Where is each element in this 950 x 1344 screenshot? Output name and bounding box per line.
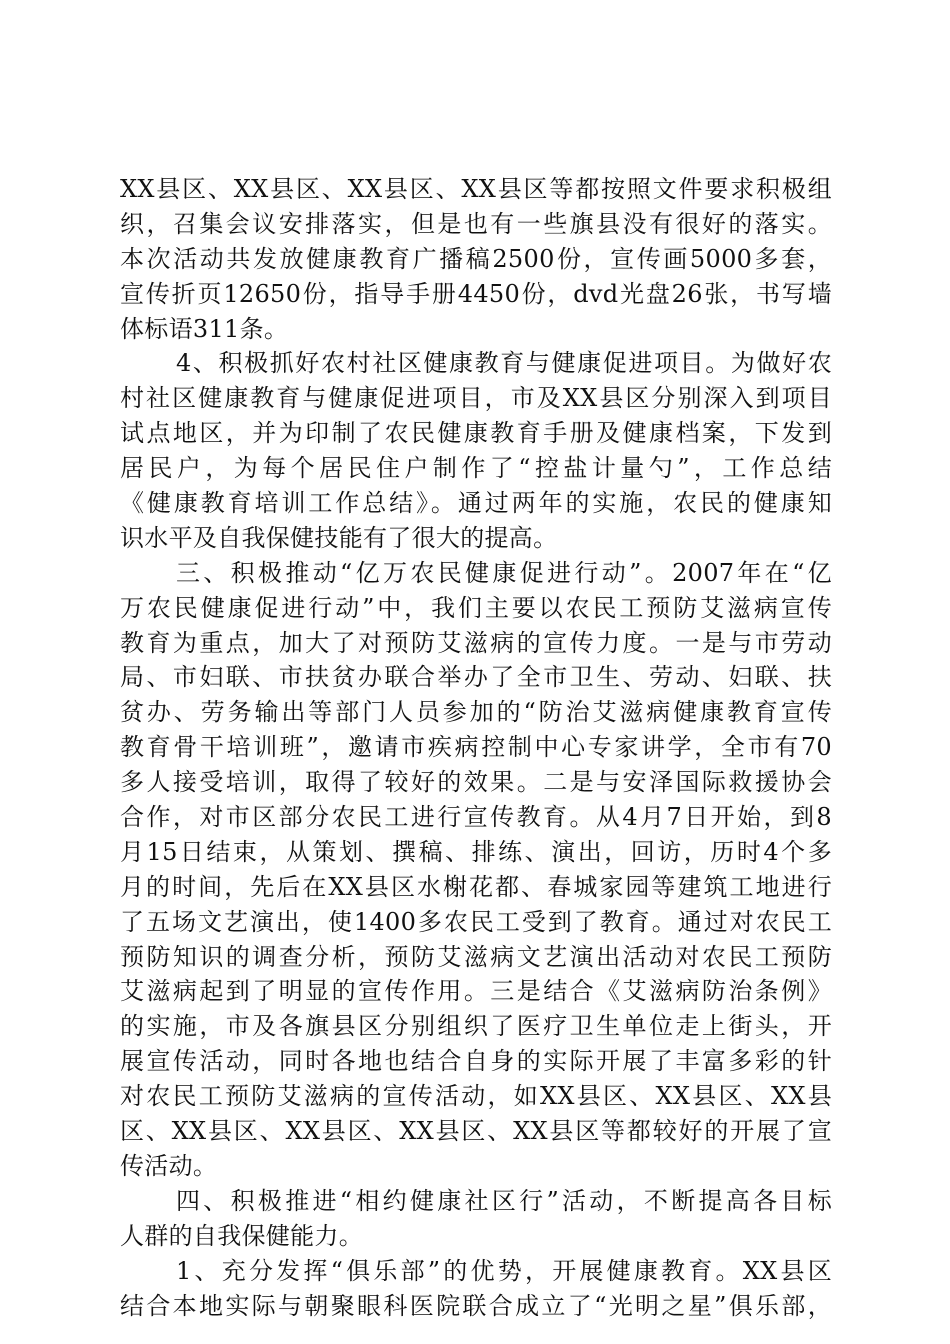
text-line: 月的时间，先后在XX县区水榭花都、春城家园等建筑工地进行 bbox=[120, 872, 832, 901]
text-line: 局、市妇联、市扶贫办联合举办了全市卫生、劳动、妇联、扶 bbox=[120, 663, 832, 692]
text-line: 结合本地实际与朝聚眼科医院联合成立了“光明之星”俱乐部， bbox=[120, 1291, 832, 1320]
text-line: 4、积极抓好农村社区健康教育与健康促进项目。为做好农 bbox=[176, 349, 832, 378]
text-line: 区、XX县区、XX县区、XX县区、XX县区等都较好的开展了宣 bbox=[120, 1117, 832, 1146]
text-line: 预防知识的调查分析，预防艾滋病文艺演出活动对农民工预防 bbox=[120, 942, 832, 971]
text-line: 村社区健康教育与健康促进项目，市及XX县区分别深入到项目 bbox=[120, 384, 832, 413]
text-line: XX县区、XX县区、XX县区、XX县区等都按照文件要求积极组 bbox=[120, 175, 832, 203]
text-line: 宣传折页12650份，指导手册4450份，dvd光盘26张，书写墙 bbox=[120, 279, 832, 308]
text-line: 多人接受培训，取得了较好的效果。二是与安泽国际救援协会 bbox=[120, 768, 832, 797]
text-line: 万农民健康促进行动”中，我们主要以农民工预防艾滋病宣传 bbox=[120, 593, 832, 622]
text-line: 传活动。 bbox=[120, 1151, 218, 1180]
text-line: 展宣传活动，同时各地也结合自身的实际开展了丰富多彩的针 bbox=[120, 1047, 832, 1076]
text-line: 艾滋病起到了明显的宣传作用。三是结合《艾滋病防治条例》 bbox=[120, 977, 832, 1006]
text-line: 教育为重点，加大了对预防艾滋病的宣传力度。一是与市劳动 bbox=[120, 628, 832, 657]
text-line: 本次活动共发放健康教育广播稿2500份，宣传画5000多套， bbox=[120, 244, 832, 273]
text-line: 教育骨干培训班”，邀请市疾病控制中心专家讲学，全市有70 bbox=[120, 733, 832, 762]
text-line: 人群的自我保健能力。 bbox=[120, 1221, 363, 1250]
text-line: 了五场文艺演出，使1400多农民工受到了教育。通过对农民工 bbox=[120, 907, 832, 936]
text-line: 月15日结束，从策划、撰稿、排练、演出，回访，历时4个多 bbox=[120, 837, 832, 866]
text-line: 体标语311条。 bbox=[120, 314, 289, 343]
text-line: 的实施，市及各旗县区分别组织了医疗卫生单位走上街头，开 bbox=[120, 1012, 832, 1041]
text-line: 贫办、劳务输出等部门人员参加的“防治艾滋病健康教育宣传 bbox=[120, 698, 832, 727]
text-line: 试点地区，并为印制了农民健康教育手册及健康档案，下发到 bbox=[120, 419, 832, 448]
text-line: 1、充分发挥“俱乐部”的优势，开展健康教育。XX县区 bbox=[176, 1256, 832, 1285]
text-line: 识水平及自我保健技能有了很大的提高。 bbox=[120, 523, 558, 552]
text-line: 合作，对市区部分农民工进行宣传教育。从4月7日开始，到8 bbox=[120, 803, 832, 832]
text-line: 四、积极推进“相约健康社区行”活动，不断提高各目标 bbox=[176, 1186, 832, 1215]
text-line: 居民户，为每个居民住户制作了“控盐计量勺”，工作总结 bbox=[120, 454, 832, 483]
document-body bbox=[120, 172, 832, 1323]
text-line: 对农民工预防艾滋病的宣传活动，如XX县区、XX县区、XX县 bbox=[120, 1082, 832, 1111]
text-line: 三、积极推动“亿万农民健康促进行动”。2007年在“亿 bbox=[176, 558, 832, 587]
text-line: 织，召集会议安排落实，但是也有一些旗县没有很好的落实。 bbox=[120, 209, 832, 238]
text-line: 《健康教育培训工作总结》。通过两年的实施，农民的健康知 bbox=[120, 489, 832, 518]
